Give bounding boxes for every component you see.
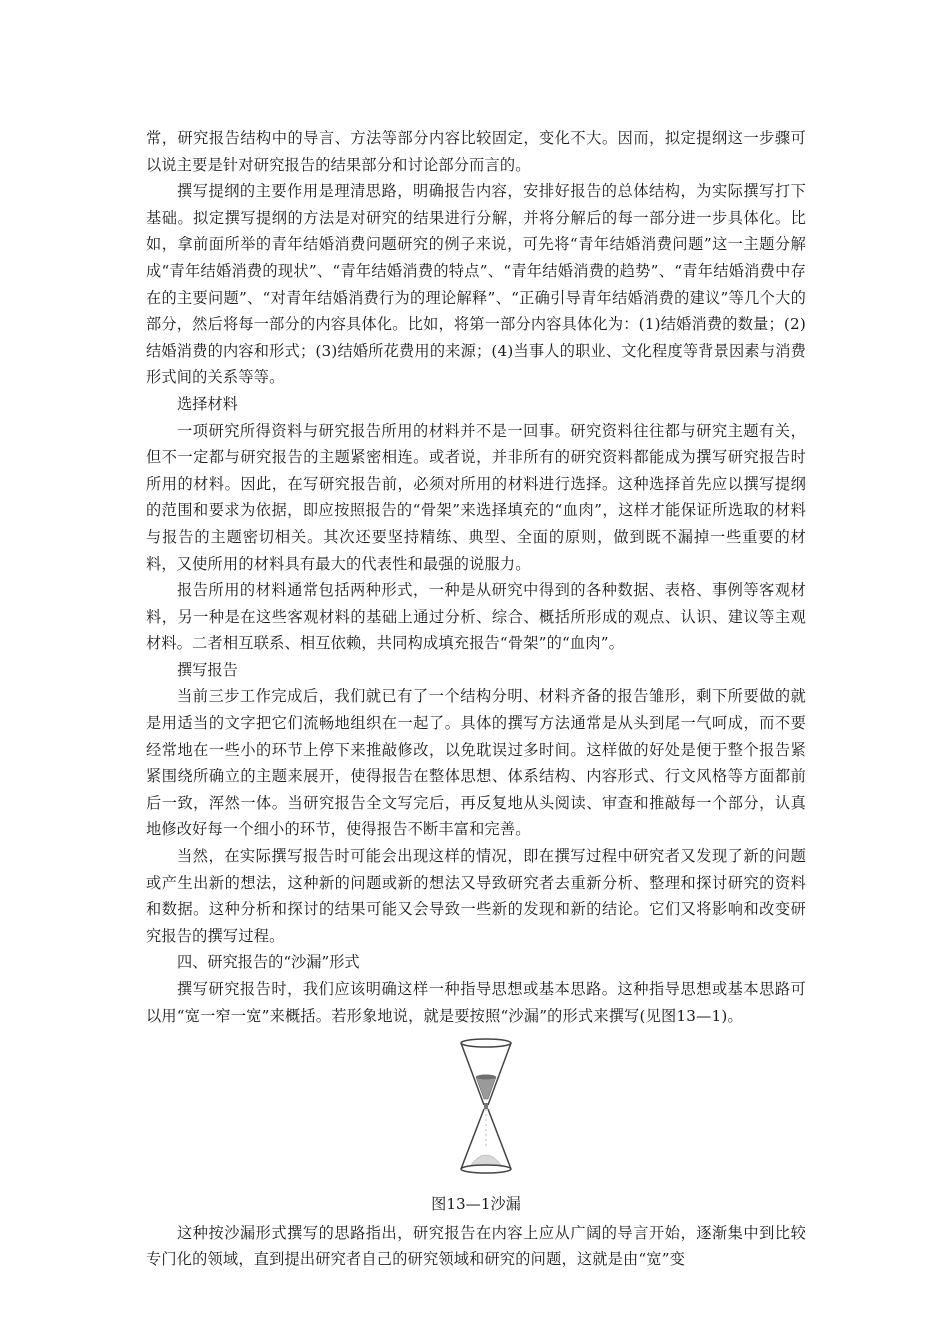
section-heading-write-report: 撰写报告 [177, 660, 238, 679]
paragraph-write-method: 当前三步工作完成后，我们就已有了一个结构分明、材料齐备的报告雏形，剩下所要做的就是用适当的文字把它们流畅地组织在一起了。具体的撰写方法通常是从头到尾一气呵成，而不要经常地在一些小的环节上停下来推敲修改，以免耽误过多时间。这样做的好处是便于整个报告紧紧围绕所确立的主题来展开，使得报告在整体思想、体系结构、内容形式、行文风格等方面都前后一致，浑然一体。当研究报告全文写完后，再反复地从头阅读、审查和推敲每一个部分，认真地修改好每一个细小的环节，使得报告不断丰富和完善。 [146, 687, 806, 839]
paragraph-material-forms: 报告所用的材料通常包括两种形式，一种是从研究中得到的各种数据、表格、事例等客观材料，另一种是在这些客观材料的基础上通过分析、综合、概括所形成的观点、认识、建议等主观材料。二者相互联系、相互依赖，共同构成填充报告“骨架”的“血肉”。 [146, 581, 806, 653]
paragraph-hourglass-idea: 撰写研究报告时，我们应该明确这样一种指导思想或基本思路。这种指导思想或基本思路可以用“宽一窄一宽”来概括。若形象地说，就是要按照“沙漏”的形式来撰写(见图13—1)。 [146, 980, 806, 1025]
hourglass-figure [146, 1037, 806, 1187]
section-heading-select-material: 选择材料 [177, 394, 238, 413]
paragraph-select-material: 一项研究所得资料与研究报告所用的材料并不是一回事。研究资料往往都与研究主题有关，但不一定都与研究报告的主题紧密相连。或者说，并非所有的研究资料都能成为撰写研究报告时所用的材料。因此，在写研究报告前，必须对所用的材料进行选择。这种选择首先应以撰写提纲的范围和要求为依据，即应按照报告的“骨架”来选择填充的“血肉”，这样才能保证所选取的材料与报告的主题密切相关。其次还要坚持精练、典型、全面的原则，做到既不漏掉一些重要的材料，又使所用的材料具有最大的代表性和最强的说服力。 [146, 421, 806, 573]
hourglass-icon [459, 1037, 513, 1177]
paragraph-outline-role: 撰写提纲的主要作用是理清思路，明确报告内容，安排好报告的总体结构，为实际撰写打下基础。拟定撰写提纲的方法是对研究的结果进行分解，并将分解后的每一部分进一步具体化。比如，拿前面所举的青年结婚消费问题研究的例子来说，可先将“青年结婚消费问题”这一主题分解成“青年结婚消费的现状”、“青年结婚消费的特点”、“青年结婚消费的趋势”、“青年结婚消费中存在的主要问题”、“对青年结婚消费行为的理论解释”、“正确引导青年结婚消费的建议”等几个大的部分，然后将每一部分的内容具体化。比如，将第一部分内容具体化为：(1)结婚消费的数量；(2)结婚消费的内容和形式；(3)结婚所花费用的来源；(4)当事人的职业、文化程度等背景因素与消费形式间的关系等等。 [146, 182, 806, 387]
paragraph-hourglass-explanation: 这种按沙漏形式撰写的思路指出，研究报告在内容上应从广阔的导言开始，逐渐集中到比较专门化的领域，直到提出研究者自己的研究领域和研究的问题，这就是由“宽”变 [146, 1223, 806, 1269]
section-heading-hourglass: 四、研究报告的“沙漏”形式 [177, 953, 360, 972]
paragraph-outline-intro: 常，研究报告结构中的导言、方法等部分内容比较固定，变化不大。因而，拟定提纲这一步骤可以说主要是针对研究报告的结果部分和讨论部分而言的。 [146, 129, 806, 174]
paragraph-write-revision: 当然，在实际撰写报告时可能会出现这样的情况，即在撰写过程中研究者又发现了新的问题或产生出新的想法，这种新的问题或新的想法又导致研究者去重新分析、整理和探讨研究的资料和数据。这种分析和探讨的结果可能又会导致一些新的发现和新的结论。它们又将影响和改变研究报告的撰写过程。 [146, 847, 806, 945]
document-page [146, 125, 806, 1273]
figure-caption: 图13—1沙漏 [431, 1195, 521, 1214]
